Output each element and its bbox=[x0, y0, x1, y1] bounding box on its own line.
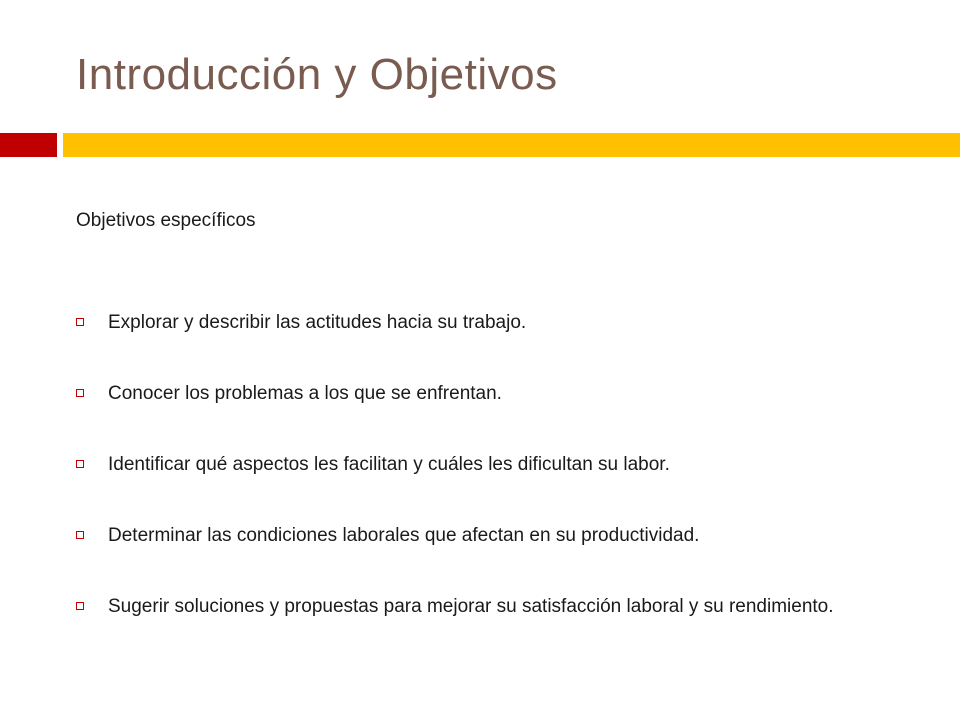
hollow-square-icon bbox=[76, 531, 84, 539]
hollow-square-icon bbox=[76, 318, 84, 326]
hollow-square-icon bbox=[76, 602, 84, 610]
list-item-text: Explorar y describir las actitudes hacia su trabajo. bbox=[108, 312, 527, 333]
hollow-square-icon bbox=[76, 460, 84, 468]
list-item bbox=[76, 594, 912, 619]
objectives-list bbox=[76, 310, 912, 665]
list-item bbox=[76, 523, 912, 548]
list-item-text: Sugerir soluciones y propuestas para mejorar su satisfacción laboral y su rendimiento. bbox=[108, 596, 834, 617]
list-item-text: Determinar las condiciones laborales que afectan en su productividad. bbox=[108, 525, 700, 546]
section-subtitle: Objetivos específicos bbox=[76, 210, 256, 231]
hollow-square-icon bbox=[76, 389, 84, 397]
slide-title: Introducción y Objetivos bbox=[76, 50, 558, 99]
list-item bbox=[76, 381, 912, 406]
accent-bar-red bbox=[0, 133, 57, 157]
list-item bbox=[76, 310, 912, 335]
list-item bbox=[76, 452, 912, 477]
accent-bar-yellow bbox=[63, 133, 960, 157]
list-item-text: Identificar qué aspectos les facilitan y cuáles les dificultan su labor. bbox=[108, 454, 670, 475]
list-item-text: Conocer los problemas a los que se enfrentan. bbox=[108, 383, 502, 404]
